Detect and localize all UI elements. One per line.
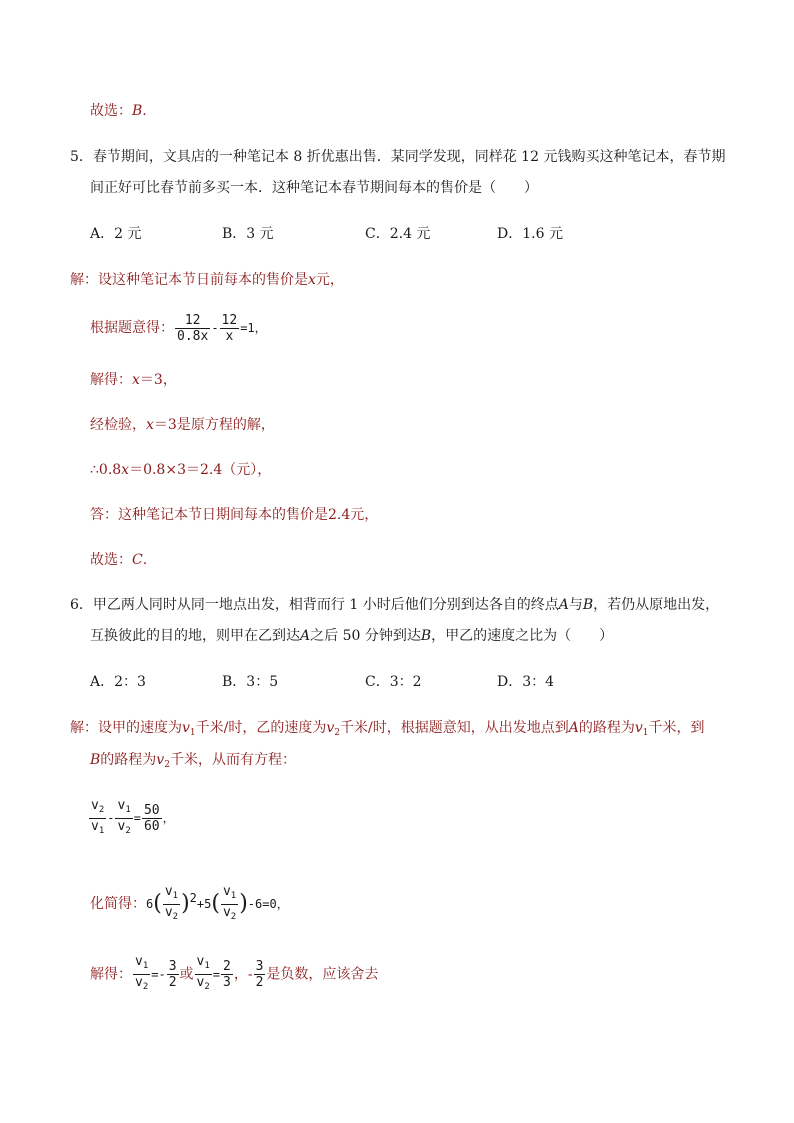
q5-eq-tail: =1， (240, 321, 267, 335)
q6-solution-line1 (70, 718, 705, 743)
q5-stem-text2: 间正好可比春节前多买一本．这种笔记本春节期间每本的售价是（ ） (90, 180, 538, 196)
q5-answer-choice: C (132, 552, 143, 568)
q6-equation1-line (88, 798, 175, 839)
q6-eq1-f1-den-sub: 1 (98, 826, 105, 836)
q6-eq3-f2-den: 2 (168, 975, 177, 990)
q6-eq2-lparen: ( (153, 891, 162, 916)
q6-eq1-fraction3 (142, 803, 162, 834)
q6-eq3-f1-num: v (135, 954, 143, 969)
q6-stem-text1a: 甲乙两人同时从同一地点出发，相背而行 1 小时后他们分别到达各自的终点 (92, 597, 559, 613)
q6-sol-point-a: A (568, 720, 579, 736)
q6-stem-point-a: A (558, 597, 569, 613)
q6-eq2-f-den-sub: 2 (172, 911, 179, 922)
q6-eq1-minus: - (107, 811, 115, 825)
q5-eq-fraction1 (175, 313, 210, 344)
q6-eq3-f1-den: v (135, 975, 143, 990)
q6-eq2-rparen: ) (181, 891, 190, 916)
q6-sol-v1-sub: 1 (189, 728, 196, 738)
q6-sol-v1-var: v (182, 720, 190, 736)
q6-eq2-f-num: v (164, 883, 173, 899)
q6-eq2-coef6: 6 (146, 897, 154, 911)
q6-eq3-eq1: =- (151, 967, 166, 982)
q5-option-c: C．2.4 元 (365, 226, 431, 242)
q6-sol-point-b: B (90, 752, 101, 768)
q6-eq3-label: 解得： (90, 966, 132, 983)
q6-eq2-fraction (163, 884, 180, 925)
q6-eq3-f2-num: 3 (168, 959, 177, 974)
q6-stem-line2 (90, 626, 613, 646)
q6-eq3-or: 或 (179, 966, 194, 983)
q6-eq3-f5-num: 3 (255, 959, 264, 974)
q6-eq2-exponent: 2 (189, 891, 197, 905)
q5-solution-line4 (90, 415, 275, 435)
q6-stem-text2b: 之后 50 分钟到达 (310, 628, 421, 644)
q5-answer-line (90, 550, 147, 570)
q6-stem-text1b: 与 (568, 597, 583, 613)
q6-option-b: B．3：5 (222, 674, 279, 690)
q5-stem-line1 (70, 147, 725, 167)
q6-eq2-fb-den-sub: 2 (230, 911, 237, 922)
q6-eq2-fb-num: v (222, 883, 231, 899)
q6-stem-point-a2: A (300, 628, 311, 644)
q5-eq-f1-den: 0.8x (177, 328, 209, 344)
q5-eq-fraction2 (220, 313, 240, 344)
q6-sol-l2b: 千米，从而有方程： (169, 752, 296, 768)
q5-eq-f1-num: 12 (175, 313, 210, 329)
q6-equation3-line (90, 954, 378, 995)
q5-sol-s4-suffix: 是原方程的解， (176, 417, 275, 433)
q6-eq3-f1-num-sub: 1 (142, 961, 149, 971)
q5-sol-s4-var: x (146, 417, 154, 433)
q5-sol-s5-var: x (121, 462, 130, 478)
q5-solution-line6 (90, 505, 378, 525)
q6-eq1-tail: ， (162, 811, 175, 825)
q6-sol-v2-sub: 2 (334, 728, 341, 738)
q6-sol-v2-var: v (326, 720, 335, 736)
q5-eq-f2-den: x (225, 328, 234, 344)
q6-eq1-equals: = (133, 811, 141, 825)
q5-sol-s4-label: 经检验， (90, 417, 146, 433)
q5-solution-line3 (90, 370, 177, 390)
q4-answer-choice: B (132, 103, 143, 119)
q5-sol-s6-value: 2.4 (328, 507, 351, 523)
q6-eq2-fraction-b (221, 884, 238, 925)
q6-eq3-fraction5 (254, 959, 266, 990)
q6-eq2-fb-num-sub: 1 (230, 890, 237, 901)
q6-stem-line1 (70, 595, 719, 615)
q6-eq3-tail: 是负数，应该舍去 (266, 966, 379, 983)
q6-sol-v1b-sub: 1 (642, 728, 649, 738)
q6-sol-v2b-var: v (156, 752, 165, 768)
q6-eq3-f4-den: 3 (223, 975, 231, 990)
q6-eq1-fraction1 (89, 798, 106, 839)
q5-option-a: A．2 元 (90, 226, 142, 242)
q6-eq3-f5-den: 2 (255, 975, 264, 990)
q6-eq3-f3-den-sub: 2 (204, 982, 210, 992)
q5-sol-s6-prefix: 答：这种笔记本节日期间每本的售价是 (90, 507, 328, 523)
q6-sol-l1b: 千米/时，乙的速度为 (195, 720, 327, 736)
q6-eq1-f3-num: 50 (143, 803, 160, 818)
q6-eq2-plus5: +5 (196, 897, 212, 911)
q5-solution-line1 (70, 270, 344, 290)
q6-eq2-tail: -6=0， (247, 897, 289, 911)
q6-option-a: A．2：3 (90, 674, 146, 690)
q5-option-b: B．3 元 (222, 226, 274, 242)
q6-stem-text2a: 互换彼此的目的地，则甲在乙到达 (90, 628, 300, 644)
q5-sol-s4-eq: ＝3 (153, 417, 177, 433)
q6-eq1-f2-num: v (117, 798, 126, 813)
q6-sol-l1e: 千米，到 (648, 720, 705, 736)
q6-eq1-f1-num-sub: 2 (98, 805, 105, 815)
q6-eq3-f1-den-sub: 2 (142, 982, 149, 992)
q6-stem-point-b: B (582, 597, 594, 613)
q6-eq2-f-den: v (164, 904, 173, 920)
q6-sol-l1d: 的路程为 (578, 720, 635, 736)
q6-eq3-fraction2 (167, 959, 179, 990)
q6-eq1-f1-den: v (91, 819, 99, 834)
q6-stem-text2c: ，甲乙的速度之比为（ ） (431, 628, 614, 644)
q5-number: 5． (70, 149, 93, 165)
q6-eq3-eq2: = (212, 967, 221, 982)
q6-eq3-fraction1 (133, 954, 150, 995)
q5-sol-s5-rest: ＝0.8×3＝2.4（元）， (129, 462, 272, 478)
q6-equation2-line (90, 878, 289, 925)
q6-sol-l1c: 千米/时，根据题意知，从出发地点到 (340, 720, 569, 736)
q5-solution-line5 (90, 460, 271, 480)
q5-sol-s1-suffix: 元， (315, 272, 344, 288)
q6-solution-line2 (90, 750, 296, 775)
q5-sol-s1-prefix: 解：设这种笔记本节日前每本的售价是 (70, 272, 308, 288)
q5-sol-s1-var: x (308, 272, 316, 288)
q6-eq3-f3-num-sub: 1 (204, 961, 210, 971)
q6-eq2-f-num-sub: 1 (172, 890, 179, 901)
q5-eq-label: 根据题意得： (90, 320, 174, 336)
q4-answer-period: . (142, 103, 147, 119)
q6-option-d: D．3：4 (497, 674, 555, 690)
q6-eq3-f3-num: v (196, 954, 205, 969)
q6-eq3-fraction4 (221, 959, 233, 990)
q6-sol-v2b-sub: 2 (164, 760, 170, 770)
q6-number: 6． (70, 597, 93, 613)
q6-sol-l2a: 的路程为 (100, 752, 157, 768)
q5-stem-line2 (90, 178, 538, 198)
q6-sol-l1a: 解：设甲的速度为 (70, 720, 182, 736)
q5-answer-period: . (142, 552, 148, 568)
q6-eq2-rparen2: ) (239, 891, 248, 916)
q5-eq-minus: - (211, 321, 219, 335)
q6-stem-point-b2: B (420, 628, 432, 644)
q6-eq1-f2-den-sub: 2 (125, 826, 131, 836)
q6-eq3-fraction3 (195, 954, 212, 995)
q5-stem-text1: 春节期间，文具店的一种笔记本 8 折优惠出售．某同学发现，同样花 12 元钱购买这种笔记本，春节期 (92, 149, 726, 165)
q5-sol-s3-label: 解得： (90, 372, 132, 388)
q5-equation-line (90, 310, 267, 346)
q6-eq1-f3-den: 60 (143, 819, 160, 834)
q5-option-d: D．1.6 元 (497, 226, 563, 242)
q5-eq-f2-num: 12 (221, 312, 238, 328)
q6-eq3-sep: ，- (233, 966, 253, 983)
q6-eq2-label: 化简得： (90, 896, 146, 912)
q5-sol-s3-var: x (132, 372, 140, 388)
q6-eq1-f1-num: v (91, 798, 99, 813)
q6-eq3-f3-den: v (196, 975, 205, 990)
q5-answer-label: 故选： (90, 552, 132, 568)
q6-option-c: C．3：2 (365, 674, 422, 690)
q6-eq1-f2-den: v (117, 819, 126, 834)
q6-eq1-fraction2 (115, 798, 132, 839)
q5-sol-s5-sym: ∴0.8 (90, 462, 122, 478)
q4-answer-label: 故选： (90, 103, 132, 119)
q6-eq2-fb-den: v (222, 904, 231, 920)
q6-stem-text1c: ，若仍从原地出发， (593, 597, 720, 613)
q6-sol-v1b-var: v (634, 720, 643, 736)
q6-eq3-f4-num: 2 (223, 959, 231, 974)
q5-sol-s6-suffix: 元， (350, 507, 379, 523)
q6-eq2-lparen2: ( (211, 891, 220, 916)
q5-sol-s3-eq: ＝3， (139, 372, 177, 388)
q6-eq1-f2-num-sub: 1 (125, 805, 131, 815)
q4-answer-line (90, 101, 147, 121)
